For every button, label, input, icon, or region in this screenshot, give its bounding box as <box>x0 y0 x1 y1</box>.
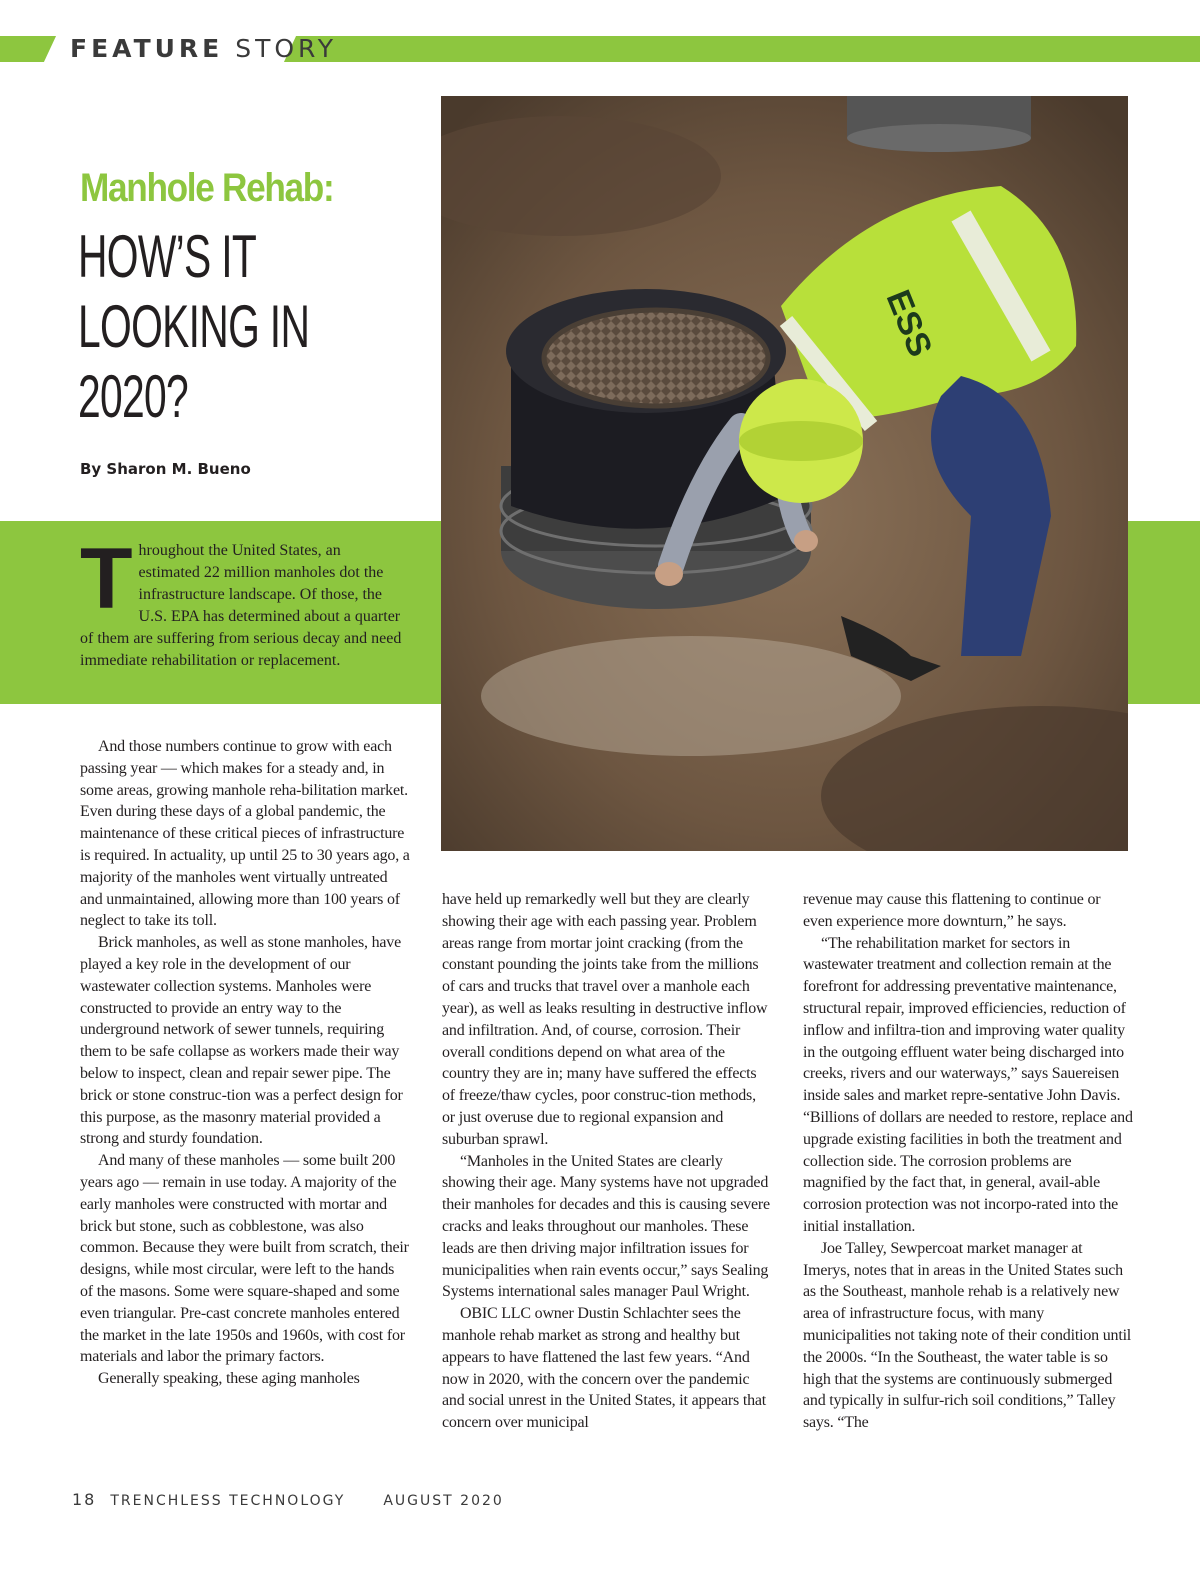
title-line: HOW’S IT <box>78 223 257 290</box>
body-column-2 <box>442 889 770 1434</box>
article-title <box>78 222 398 432</box>
page-number: 18 <box>72 1490 97 1509</box>
body-paragraph: “The rehabilitation market for sectors in wastewater treatment and collection remain at the forefront for addressing preventative maintenance, structural repair, improved efficiencies, reduction of inflow and infiltra-tion and improving water quality in the outgoing effluent water being discharged into creeks, rivers and our waterways,” says Sauereisen inside sales and market repre-sentative John Davis. “Billions of dollars are needed to restore, replace and upgrade existing facilities in both the treatment and collection side. The corrosion problems are magnified by the fact that, in general, avail-able corrosion protection was not incorpo-rated into the initial installation. <box>803 934 1133 1235</box>
feature-photo <box>441 96 1128 851</box>
body-column-3 <box>803 889 1133 1434</box>
body-paragraph: And those numbers continue to grow with each passing year — which makes for a steady and, in some areas, growing manhole reha-bilitation market. Even during these days of a global pandemic, the maintenance of these critical pieces of infrastructure is required. In actuality, up until 25 to 30 years ago, a majority of the manholes went virtually untreated and unmaintained, allowing more than 100 years of neglect to take its toll. <box>80 738 410 930</box>
feature-photo-illustration <box>441 96 1128 851</box>
magazine-name: TRENCHLESS TECHNOLOGY <box>110 1493 346 1509</box>
section-label-light: STORY <box>235 34 338 63</box>
body-paragraph: Joe Talley, Sewpercoat market manager at Imerys, notes that in areas in the United States such as the Southeast, manhole rehab is a relatively new area of infrastructure focus, with many municipalities not taking note of their condition until the 2000s. “In the Southeast, the water table is so high that the systems are continuously submerged and typically in sulfur-rich soil conditions,” Talley says. “The <box>803 1239 1132 1432</box>
body-paragraph: And many of these manholes — some built 200 years ago — remain in use today. A majority of the early manholes were constructed with mortar and brick but stone, such as cobblestone, was also common. Because they were built from scratch, their designs, while most circular, were left to the hands of the masons. Some were square-shaped and some even triangular. Pre-cast concrete manholes entered the market in the late 1950s and 1960s, with cost for materials and labor the primary factors. <box>80 1152 409 1366</box>
article-kicker: Manhole Rehab: <box>80 166 334 210</box>
body-paragraph: Generally speaking, these aging manholes <box>98 1370 360 1388</box>
body-paragraph: have held up remarkedly well but they are clearly showing their age with each passing year. Problem areas range from mortar joint cracking (from the constant pounding the joints take from the millions of cars and trucks that travel over a manhole each year), as well as leaks resulting in destructive inflow and infiltration. And, of course, corrosion. Their overall conditions depend on what area of the country they are in; many have suffered the effects of freeze/thaw cycles, poor construc-tion methods, or just overuse due to regional expansion and suburban sprawl. <box>442 891 768 1148</box>
body-paragraph: revenue may cause this flattening to continue or even experience more downturn,” he says. <box>803 891 1101 930</box>
section-label-bold: FEATURE <box>70 34 224 63</box>
issue-date: AUGUST 2020 <box>383 1493 504 1509</box>
intro-text: hroughout the United States, an estimated 22 million manholes dot the infrastructure landscape. Of those, the U.S. EPA has determined about a quarter of them are suffering from serious decay and need immediate rehabilitation or replacement. <box>80 542 402 669</box>
drop-cap: T <box>80 531 133 627</box>
body-column-1 <box>80 736 410 1390</box>
body-paragraph: “Manholes in the United States are clearly showing their age. Many systems have not upgraded their manholes for decades and this is causing severe cracks and leaks throughout our manholes. These leads are then driving major infiltration issues for municipalities when rain events occur,” says Sealing Systems international sales manager Paul Wright. <box>442 1152 770 1301</box>
intro-paragraph <box>80 531 405 672</box>
title-line: 2020? <box>78 363 189 430</box>
right-green-band <box>1128 521 1200 704</box>
byline: By Sharon M. Bueno <box>80 460 251 478</box>
vest-logo-text: ESS <box>878 284 940 363</box>
page-footer <box>72 1490 504 1509</box>
body-paragraph: OBIC LLC owner Dustin Schlachter sees the manhole rehab market as strong and healthy but appears to have flattened the last few years. “And now in 2020, with the concern over the pandemic and social unrest in the United States, it appears that concern over municipal <box>442 1305 767 1432</box>
body-paragraph: Brick manholes, as well as stone manholes, have played a key role in the development of our wastewater collection systems. Manholes were constructed to provide an entry way to the underground network of sewer tunnels, requiring them to be safe collapse as workers made their way below to inspect, clean and repair sewer pipe. The brick or stone construc-tion was a perfect design for this purpose, as the masonry material provided a strong and sturdy foundation. <box>80 934 403 1148</box>
section-label <box>70 32 337 66</box>
title-line: LOOKING IN <box>78 293 310 360</box>
